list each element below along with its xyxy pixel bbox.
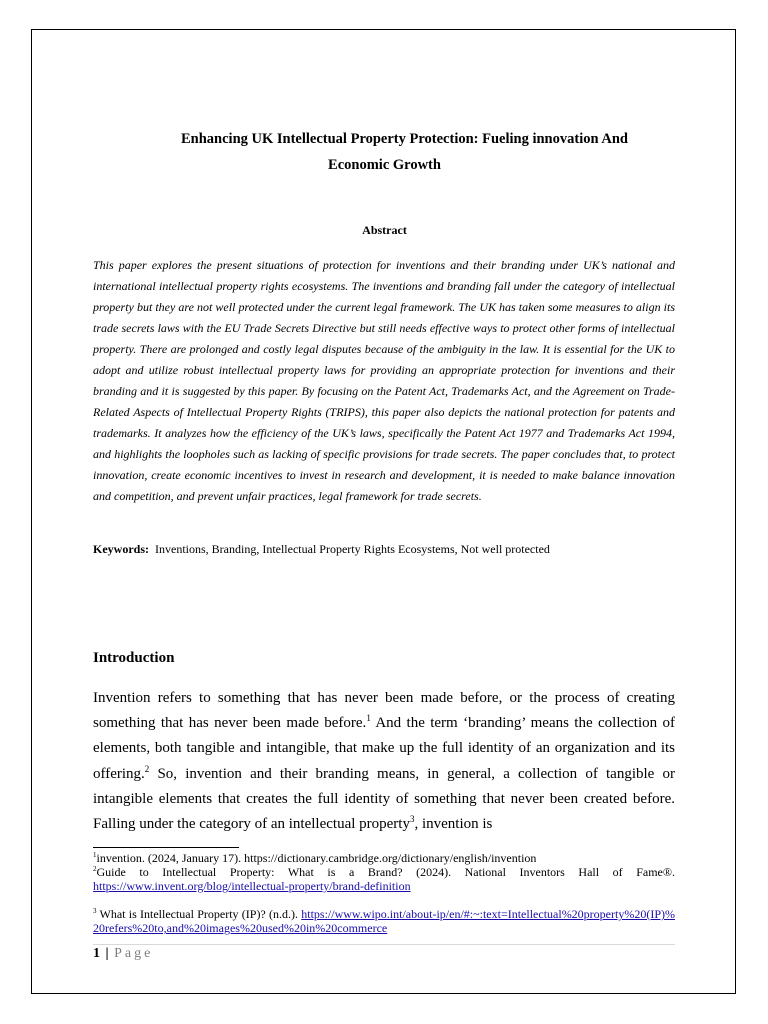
paper-title [93,126,676,178]
keywords-value: Inventions, Branding, Intellectual Property Rights Ecosystems, Not well protected [155,542,550,556]
footnote-ref-3[interactable]: 3 [409,814,415,825]
intro-text-2: And the term ‘branding’ means the collection of elements, both tangible and intangible, that make up the full identity of an organization and its offering. [93,715,675,782]
footnote-1 [93,851,675,865]
footnote-ref-2[interactable]: 2 [144,763,150,774]
introduction-heading: Introduction [93,650,175,666]
page-footer [93,946,153,962]
footnote-ref-1[interactable]: 1 [366,713,371,724]
footnote-text: Guide to Intellectual Property: What is a Brand? (2024). National Inventors Hall of Fame®. [96,865,675,879]
abstract-body: This paper explores the present situations of protection for inventions and their branding under UK’s national and international intellectual property rights ecosystems. The inventions and branding fall under the category of intellectual property but they are not well protected under the current legal framework. The UK has taken some measures to align its trade secrets laws with the EU Trade Secrets Directive but still needs effective ways to protect other forms of intellectual property. There are prolonged and costly legal disputes because of the ambiguity in the law. It is essential for the UK to adopt and utilize robust intellectual property laws for providing an appropriate protection for inventions and their branding and it is suggested by this paper. By focusing on the Patent Act, Trademarks Act, and the Agreement on Trade-Related Aspects of Intellectual Property Rights (TRIPS), this paper also depicts the national protection for patents and trademarks. It analyzes how the efficiency of the UK’s laws, specifically the Patent Act 1977 and Trademarks Act 1994, and highlights the loopholes such as lacking of specific provisions for trade secrets. The paper concludes that, to protect innovation, create economic incentives to invest in research and development, it is needed to make balance innovation and competition, and prevent unfair practices, legal framework for trade secrets. [93,258,675,503]
page-number: 1 [93,946,100,961]
intro-text-4: , invention is [414,816,493,833]
title-line-2: Economic Growth [328,157,441,173]
footnote-separator [93,847,239,848]
footnote-3 [93,907,675,935]
abstract-heading: Abstract [362,223,407,237]
footnote-number: 1 [93,851,97,859]
keywords-line [93,542,550,557]
footnote-number: 3 [93,907,97,915]
keywords-label: Keywords: [93,542,149,556]
footnote-text: What is Intellectual Property (IP)? (n.d.). [99,907,298,921]
footnote-link[interactable]: https://www.wipo.int/about-ip/en/#:~:text=Intellectual%20property%20(IP)%20refers%20to,and%20images%20used%20in%20commerce [93,907,675,935]
footer-separator: | [105,946,109,961]
introduction-paragraph [93,686,675,837]
footnotes [93,851,675,935]
page-label: Page [114,946,154,961]
title-line-1: Enhancing UK Intellectual Property Protection: Fueling innovation And [181,131,628,147]
intro-text-1: Invention refers to something that has never been made before, or the process of creating something that has never been made before. [93,690,675,732]
footnote-link[interactable]: https://www.invent.org/blog/intellectual-property/brand-definition [93,879,411,893]
footer-rule [93,944,675,945]
intro-text-3: So, invention and their branding means, in general, a collection of tangible or intangible elements that creates the full identity of something that never been created before. Falling under the category of an intellectual property [93,765,675,833]
footnote-number: 2 [93,865,97,873]
footnote-2 [93,865,675,893]
footnote-text: invention. (2024, January 17). https://dictionary.cambridge.org/dictionary/english/invention [96,851,537,865]
